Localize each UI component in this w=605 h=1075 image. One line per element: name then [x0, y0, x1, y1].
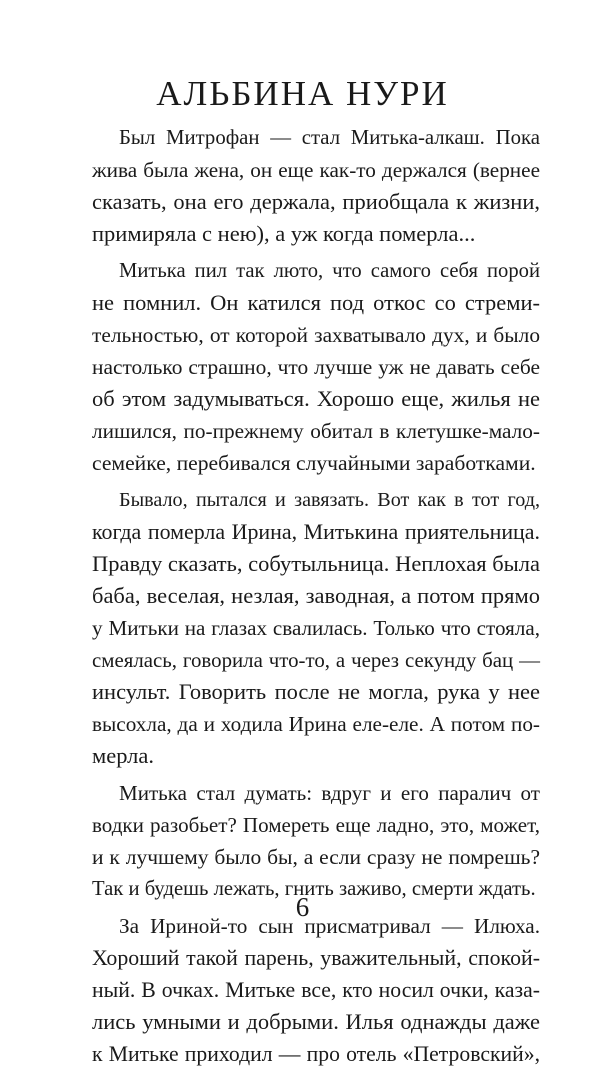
text-line: баба, веселая, незлая, заводная, а потом прямо — [92, 583, 540, 608]
text-line: примиряла с нею), а уж когда померла... — [92, 221, 476, 246]
running-head-author: АЛЬБИНА НУРИ — [156, 74, 449, 113]
text-line: настолько страшно, что лучше уж не давать себе — [92, 355, 540, 379]
text-line: об этом задумываться. Хорошо еще, жилья не — [92, 386, 540, 411]
text-line: сказать, она его держала, приобщала к жизни, — [92, 189, 540, 214]
text-line: Правду сказать, собутыльница. Неплохая была — [92, 551, 540, 576]
text-line: ный. В очках. Митьке все, кто носил очки, каза- — [92, 978, 540, 1002]
text-line: Хороший такой парень, уважительный, спокой- — [92, 946, 540, 970]
paragraph — [92, 255, 540, 479]
text-line: не помнил. Он катился под откос со стреми- — [92, 290, 540, 315]
text-line: лись умными и добрыми. Илья однажды даже — [92, 1009, 540, 1034]
text-line: и к лучшему было бы, а если сразу не помрешь? — [92, 845, 540, 869]
text-line: к Митьке приходил — про отель «Петровский», — [92, 1042, 540, 1066]
text-line: лишился, по-прежнему обитал в клетушке-мало- — [92, 419, 540, 443]
paragraph — [92, 122, 540, 250]
text-line: у Митьки на глазах свалилась. Только что стояла, — [92, 616, 540, 640]
text-line: Митька пил так люто, что самого себя порой — [119, 260, 540, 282]
paragraph — [92, 777, 540, 905]
text-line: Так и будешь лежать, гнить заживо, смерти ждать. — [92, 878, 536, 900]
text-line: мерла. — [92, 743, 155, 768]
text-line: Был Митрофан — стал Митька-алкаш. Пока — [119, 126, 540, 149]
text-line: когда померла Ирина, Митькина приятельница. — [92, 519, 540, 544]
text-line: водки разобьет? Помереть еще ладно, это, может, — [92, 813, 540, 837]
text-line: инсульт. Говорить после не могла, рука у нее — [92, 679, 540, 704]
text-line: смеялась, говорила что-то, а через секунду бац — — [92, 648, 540, 672]
text-line: высохла, да и ходила Ирина еле-еле. А потом по- — [92, 712, 540, 736]
text-line: Бывало, пытался и завязать. Вот как в тот год, — [119, 489, 540, 511]
paragraph — [92, 910, 540, 1070]
paragraph — [92, 484, 540, 772]
text-line: жива была жена, он еще как-то держался (вернее — [92, 158, 540, 182]
page-number: 6 — [295, 892, 310, 922]
body-text — [92, 122, 540, 1075]
text-line: За Ириной-то сын присматривал — Илюха. — [119, 914, 540, 938]
text-line: тельностью, от которой захватывало дух, и было — [92, 323, 540, 347]
text-line: семейке, перебивался случайными заработками. — [92, 451, 536, 475]
text-line: Митька стал думать: вдруг и его паралич от — [119, 781, 540, 805]
